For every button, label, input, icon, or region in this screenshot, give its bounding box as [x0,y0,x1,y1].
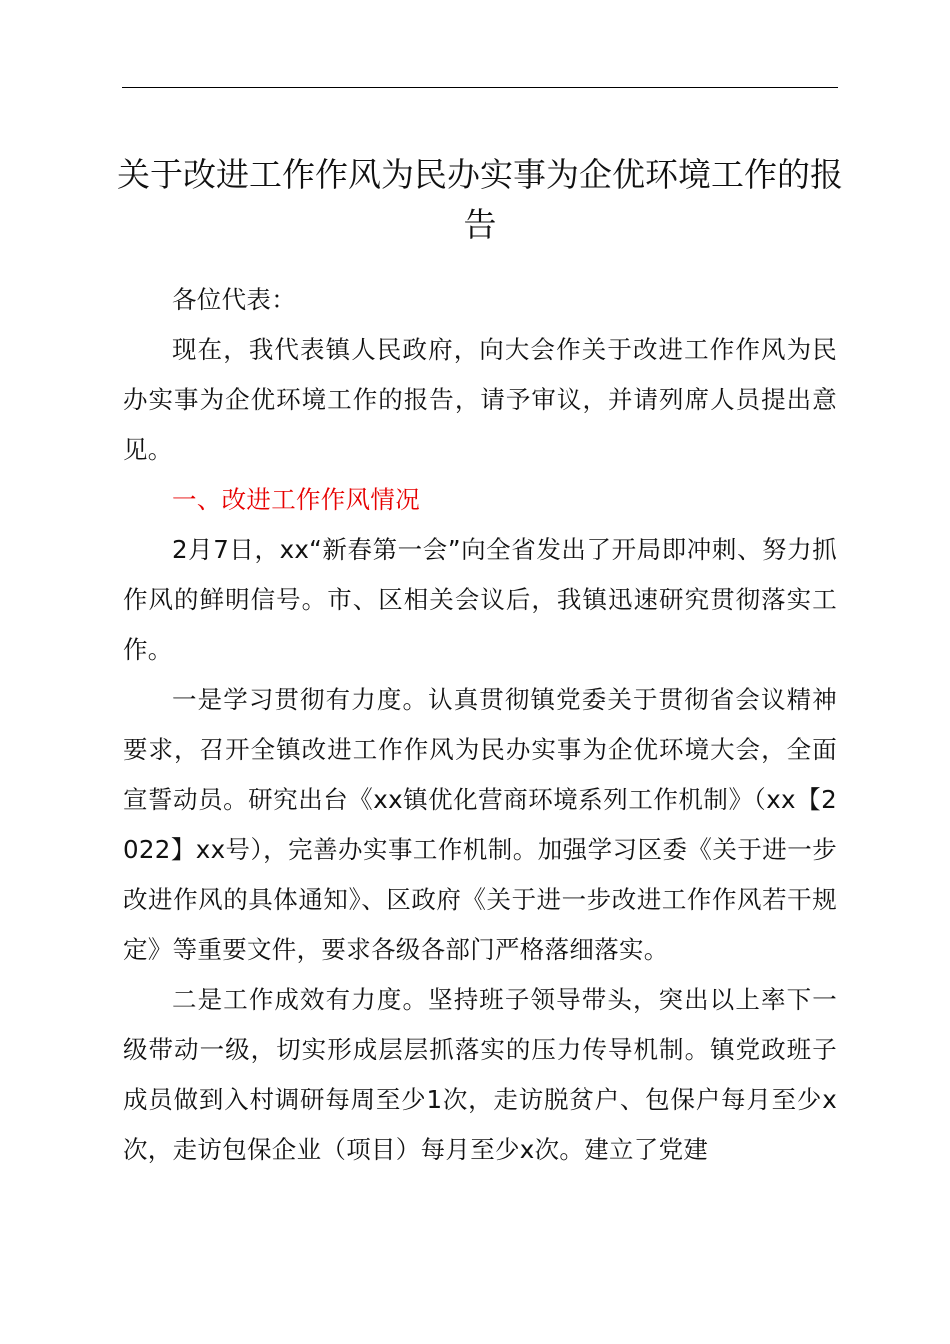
document-title: 关于改进工作作风为民办实事为企优环境工作的报告 [117,155,843,244]
body-paragraph: 一是学习贯彻有力度。认真贯彻镇党委关于贯彻省会议精神要求，召开全镇改进工作作风为民办实事为企优环境大会，全面宣誓动员。研究出台《xx镇优化营商环境系列工作机制》（xx【2022】xx号），完善办实事工作机制。加强学习区委《关于进一步改进作风的具体通知》、区政府《关于进一步改进工作作风若干规定》等重要文件，要求各级各部门严格落细落实。 [123,685,837,964]
section-heading: 一、改进工作作风情况 [172,485,420,514]
salutation: 各位代表： [172,285,296,314]
intro-paragraph: 现在，我代表镇人民政府，向大会作关于改进工作作风为民办实事为企优环境工作的报告，请予审议，并请列席人员提出意见。 [123,335,837,464]
body-paragraph: 二是工作成效有力度。坚持班子领导带头，突出以上率下一级带动一级，切实形成层层抓落实的压力传导机制。镇党政班子成员做到入村调研每周至少1次，走访脱贫户、包保户每月至少x次，走访包保企业（项目）每月至少x次。建立了党建 [123,985,837,1164]
header-rule [122,87,838,88]
body-paragraph: 2月7日，xx“新春第一会”向全省发出了开局即冲刺、努力抓作风的鲜明信号。市、区相关会议后，我镇迅速研究贯彻落实工作。 [123,535,837,664]
document-body [123,275,837,1175]
